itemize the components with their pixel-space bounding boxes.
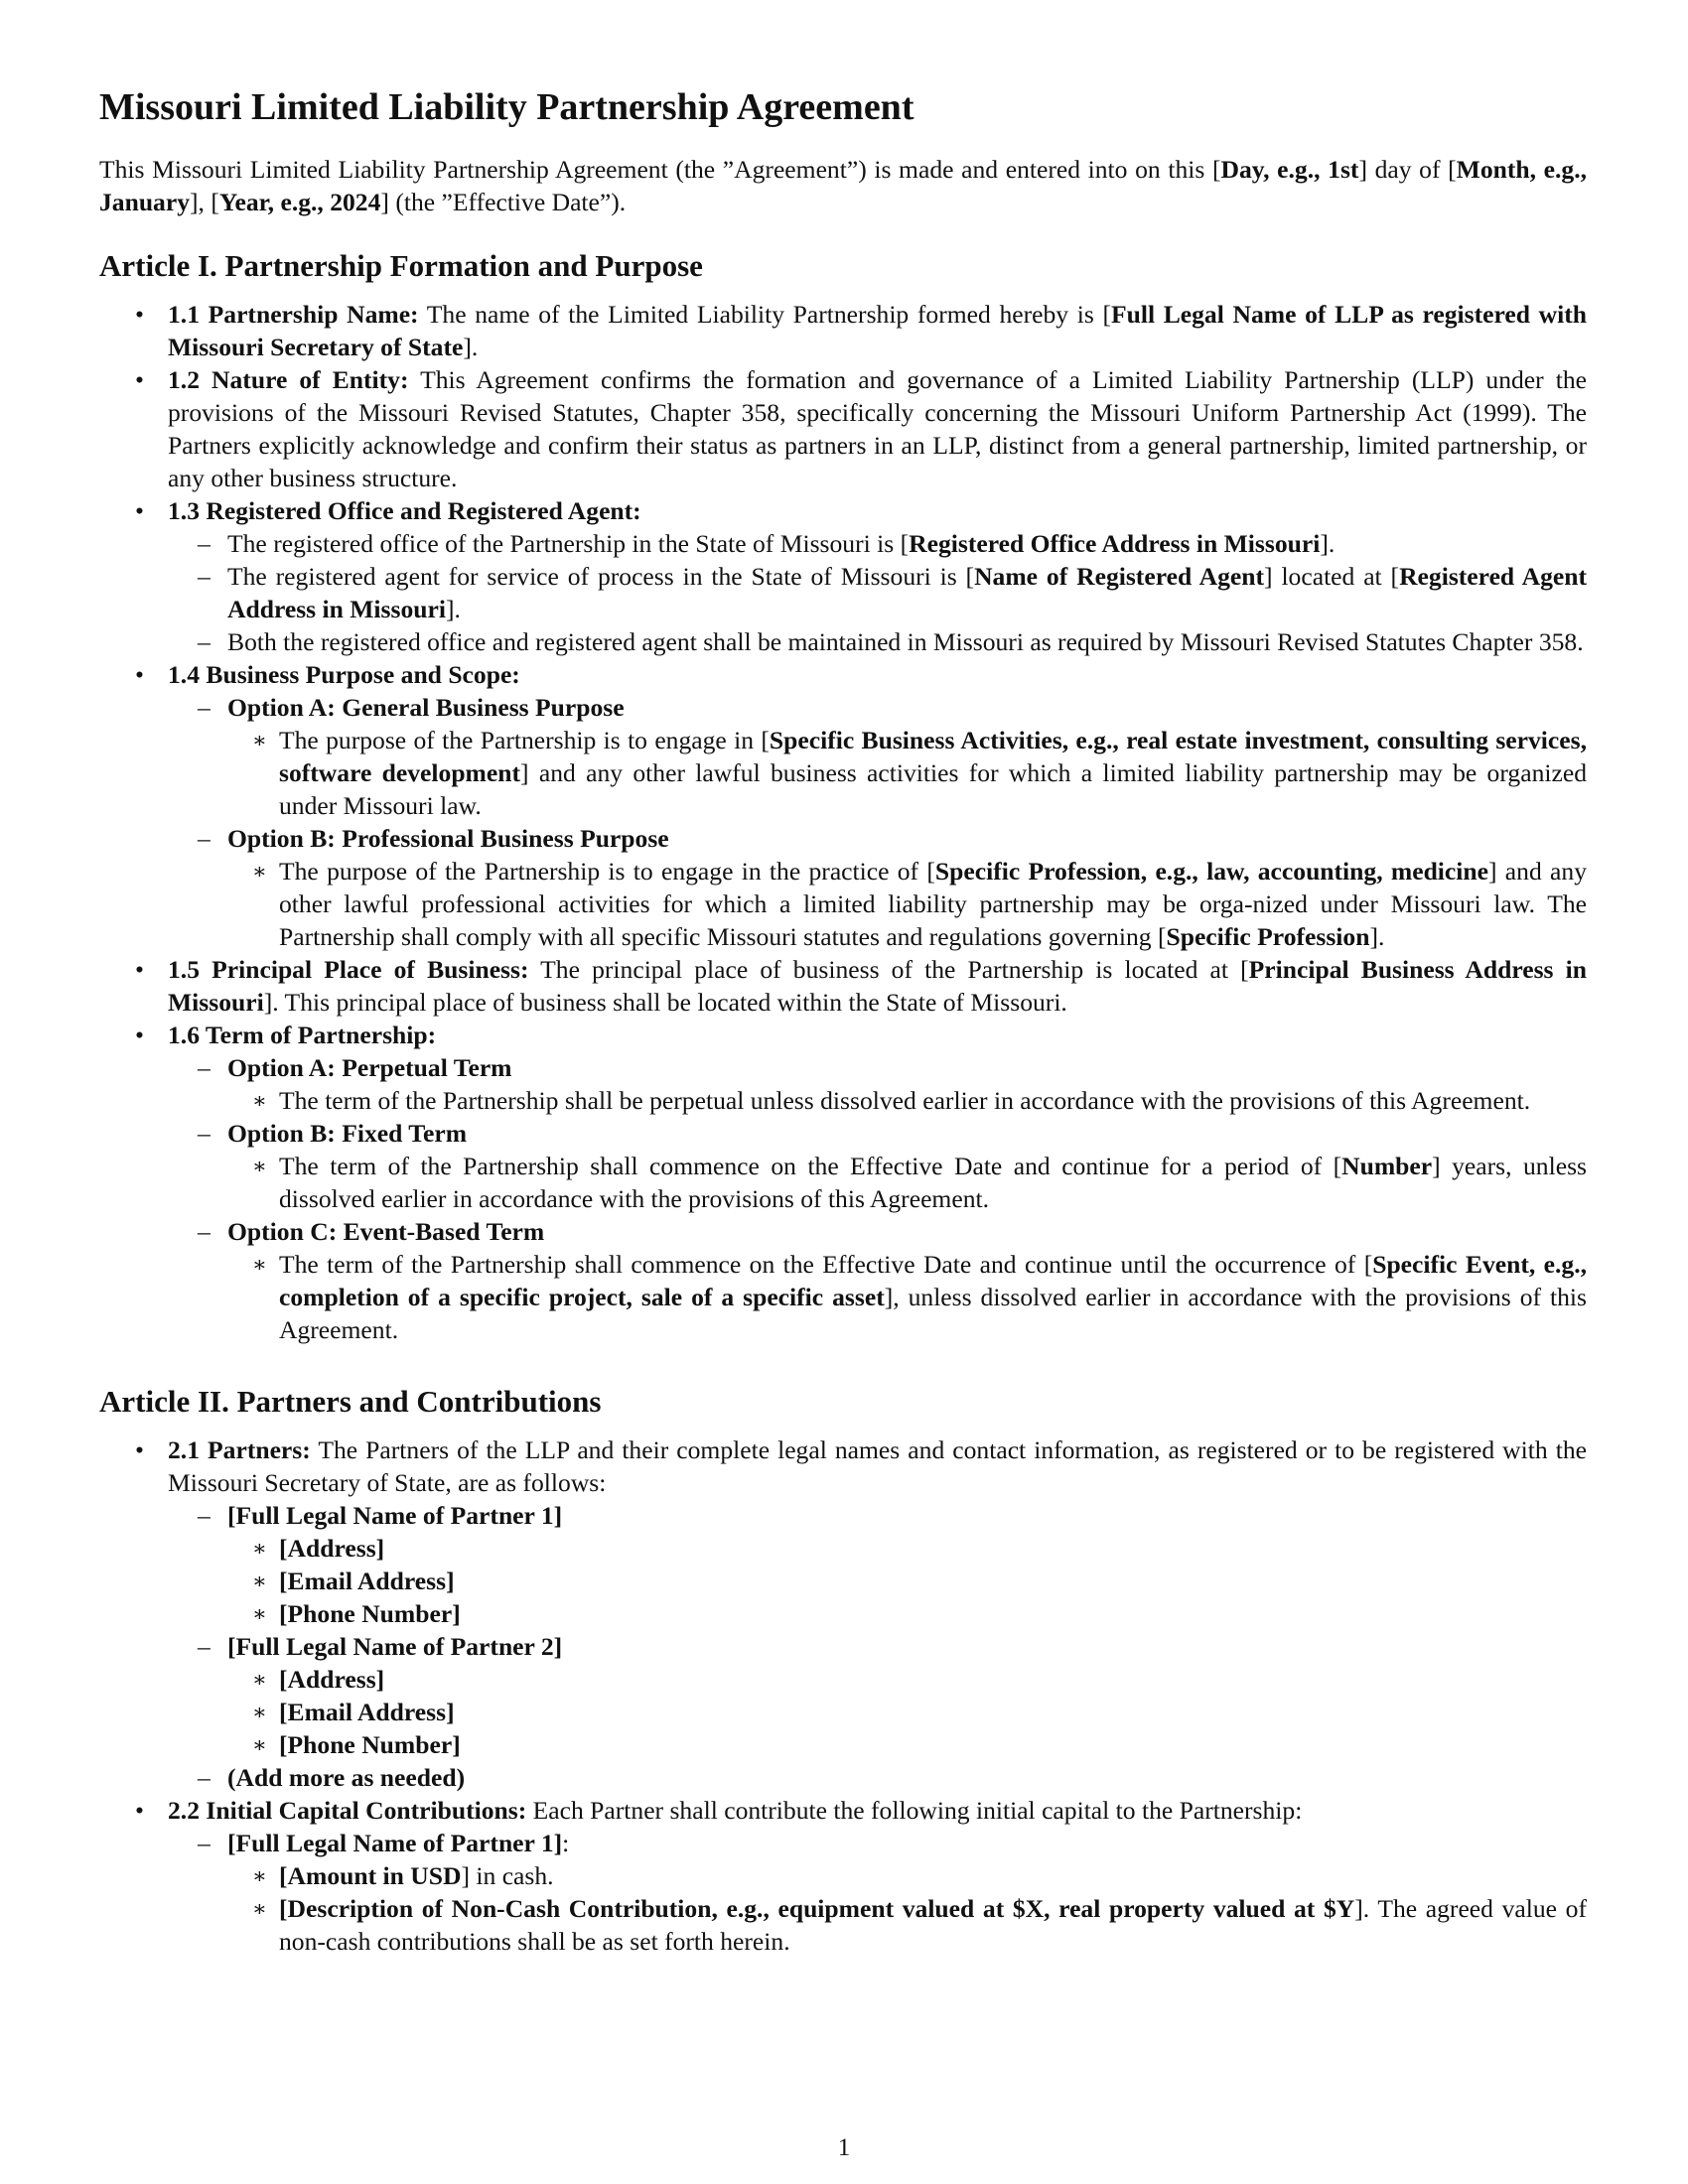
partner-1-contribution: – [Full Legal Name of Partner 1]: ∗ [Amount in USD] in cash. ∗ [Description of Non-Cash Contribution, e.g., equipment valued at $X, real property valued at $Y]. The agreed value of non-cash contributions shall be as set forth herein. — [227, 1827, 1587, 1958]
section-2-1: • 2.1 Partners: The Partners of the LLP and their complete legal names and contact information, as registered or to be registered with the Missouri Secretary of State, are as follows: – [Full Legal Name of Partner 1] ∗ [Address] ∗ [Email Address] ∗ [Phone Number] – [Full Legal Name of Partner 2] ∗ [Address] ∗ [Email Address] ∗ [Phone Number] – (Add more as needed) — [99, 1433, 1587, 1794]
registered-agent-item: – The registered agent for service of process in the State of Missouri is [Name of Registered Agent] located at [Registered Agent Address in Missouri]. — [227, 560, 1587, 625]
section-1-3: • 1.3 Registered Office and Registered Agent: – The registered office of the Partnership in the State of Missouri is [Registered Office Address in Missouri]. – The registered agent for service of process in the State of Missouri is [Name of Registered Agent] located at [Registered Agent Address in Missouri]. – Both the registered office and registered agent shall be maintained in Missouri as required by Missouri Revised Statutes Chapter 358. — [99, 494, 1587, 658]
term-option-a: – Option A: Perpetual Term ∗ The term of the Partnership shall be perpetual unless dissolved earlier in accordance with the provisions of this Agreement. — [227, 1051, 1587, 1117]
purpose-option-a: – Option A: General Business Purpose ∗ The purpose of the Partnership is to engage in [Specific Business Activities, e.g., real estate investment, consulting services, software development] and any other lawful business activities for which a limited liability partnership may be organized under Missouri law. — [227, 691, 1587, 822]
document-page — [99, 83, 1587, 1958]
document-title: Missouri Limited Liability Partnership Agreement — [99, 86, 914, 128]
section-1-4: • 1.4 Business Purpose and Scope: – Option A: General Business Purpose ∗ The purpose of the Partnership is to engage in [Specific Business Activities, e.g., real estate investment, consulting services, software development] and any other lawful business activities for which a limited liability partnership may be organized under Missouri law. – Option B: Professional Business Purpose ∗ The purpose of the Partnership is to engage in the practice of [Specific Profession, e.g., law, accounting, medicine] and any other lawful professional activities for which a limited liability partnership may be orga-nized under Missouri law. The Partnership shall comply with all specific Missouri statutes and regulations governing [Specific Profession]. — [99, 658, 1587, 953]
partner-2-entry: – [Full Legal Name of Partner 2] ∗ [Address] ∗ [Email Address] ∗ [Phone Number] — [227, 1630, 1587, 1761]
section-1-2: • 1.2 Nature of Entity: This Agreement confirms the formation and governance of a Limited Liability Partnership (LLP) under the provisions of the Missouri Revised Statutes, Chapter 358, specifically concerning the Missouri Uniform Partnership Act (1999). The Partners explicitly acknowledge and confirm their status as partners in an LLP, distinct from a general partnership, limited partnership, or any other business structure. — [99, 363, 1587, 494]
section-1-5: • 1.5 Principal Place of Business: The principal place of business of the Partnership is located at [Principal Business Address in Missouri]. This principal place of business shall be located within the State of Missouri. — [99, 953, 1587, 1019]
partner-1-entry: – [Full Legal Name of Partner 1] ∗ [Address] ∗ [Email Address] ∗ [Phone Number] — [227, 1499, 1587, 1630]
section-2-2: • 2.2 Initial Capital Contributions: Each Partner shall contribute the following initial capital to the Partnership: – [Full Legal Name of Partner 1]: ∗ [Amount in USD] in cash. ∗ [Description of Non-Cash Contribution, e.g., equipment valued at $X, real property valued at $Y]. The agreed value of non-cash contributions shall be as set forth herein. — [99, 1794, 1587, 1958]
section-1-6: • 1.6 Term of Partnership: – Option A: Perpetual Term ∗ The term of the Partnership shall be perpetual unless dissolved earlier in accordance with the provisions of this Agreement. – Option B: Fixed Term ∗ The term of the Partnership shall commence on the Effective Date and continue for a period of [Number] years, unless dissolved earlier in accordance with the provisions of this Agreement. – Option C: Event-Based Term ∗ The term of the Partnership shall commence on the Effective Date and continue until the occurrence of [Specific Event, e.g., completion of a specific project, sale of a specific asset], unless dissolved earlier in accordance with the provisions of this Agreement. — [99, 1019, 1587, 1346]
month-placeholder: Month, e.g., January — [99, 155, 1588, 216]
section-1-1: • 1.1 Partnership Name: The name of the Limited Liability Partnership formed hereby is [Full Legal Name of LLP as registered with Missouri Secretary of State]. — [99, 298, 1587, 363]
article-2-heading: Article II. Partners and Contributions — [99, 1384, 602, 1419]
term-option-b: – Option B: Fixed Term ∗ The term of the Partnership shall commence on the Effective Date and continue for a period of [Number] years, unless dissolved earlier in accordance with the provisions of this Agreement. — [227, 1117, 1587, 1215]
intro-paragraph: This Missouri Limited Liability Partnership Agreement (the ”Agreement”) is made and entered into on this [Day, e.g., 1st] day of [Month, e.g., January], [Year, e.g., 2024] (the ”Effective Date”). — [99, 155, 1588, 216]
maintenance-item: – Both the registered office and registered agent shall be maintained in Missouri as required by Missouri Revised Statutes Chapter 358. — [227, 625, 1587, 658]
registered-office-item: – The registered office of the Partnership in the State of Missouri is [Registered Office Address in Missouri]. — [227, 527, 1587, 560]
article-1-list — [99, 298, 1587, 1346]
add-more-partners: – (Add more as needed) — [227, 1761, 1587, 1794]
article-2-list — [99, 1433, 1587, 1958]
page-number: 1 — [837, 2134, 851, 2161]
purpose-option-b: – Option B: Professional Business Purpose ∗ The purpose of the Partnership is to engage in the practice of [Specific Profession, e.g., law, accounting, medicine] and any other lawful professional activities for which a limited liability partnership may be orga-nized under Missouri law. The Partnership shall comply with all specific Missouri statutes and regulations governing [Specific Profession]. — [227, 822, 1587, 953]
term-option-c: – Option C: Event-Based Term ∗ The term of the Partnership shall commence on the Effective Date and continue until the occurrence of [Specific Event, e.g., completion of a specific project, sale of a specific asset], unless dissolved earlier in accordance with the provisions of this Agreement. — [227, 1215, 1587, 1346]
day-placeholder: Day, e.g., 1st — [1220, 155, 1359, 184]
article-1-heading: Article I. Partnership Formation and Purpose — [99, 248, 703, 283]
year-placeholder: Year, e.g., 2024 — [218, 188, 381, 216]
